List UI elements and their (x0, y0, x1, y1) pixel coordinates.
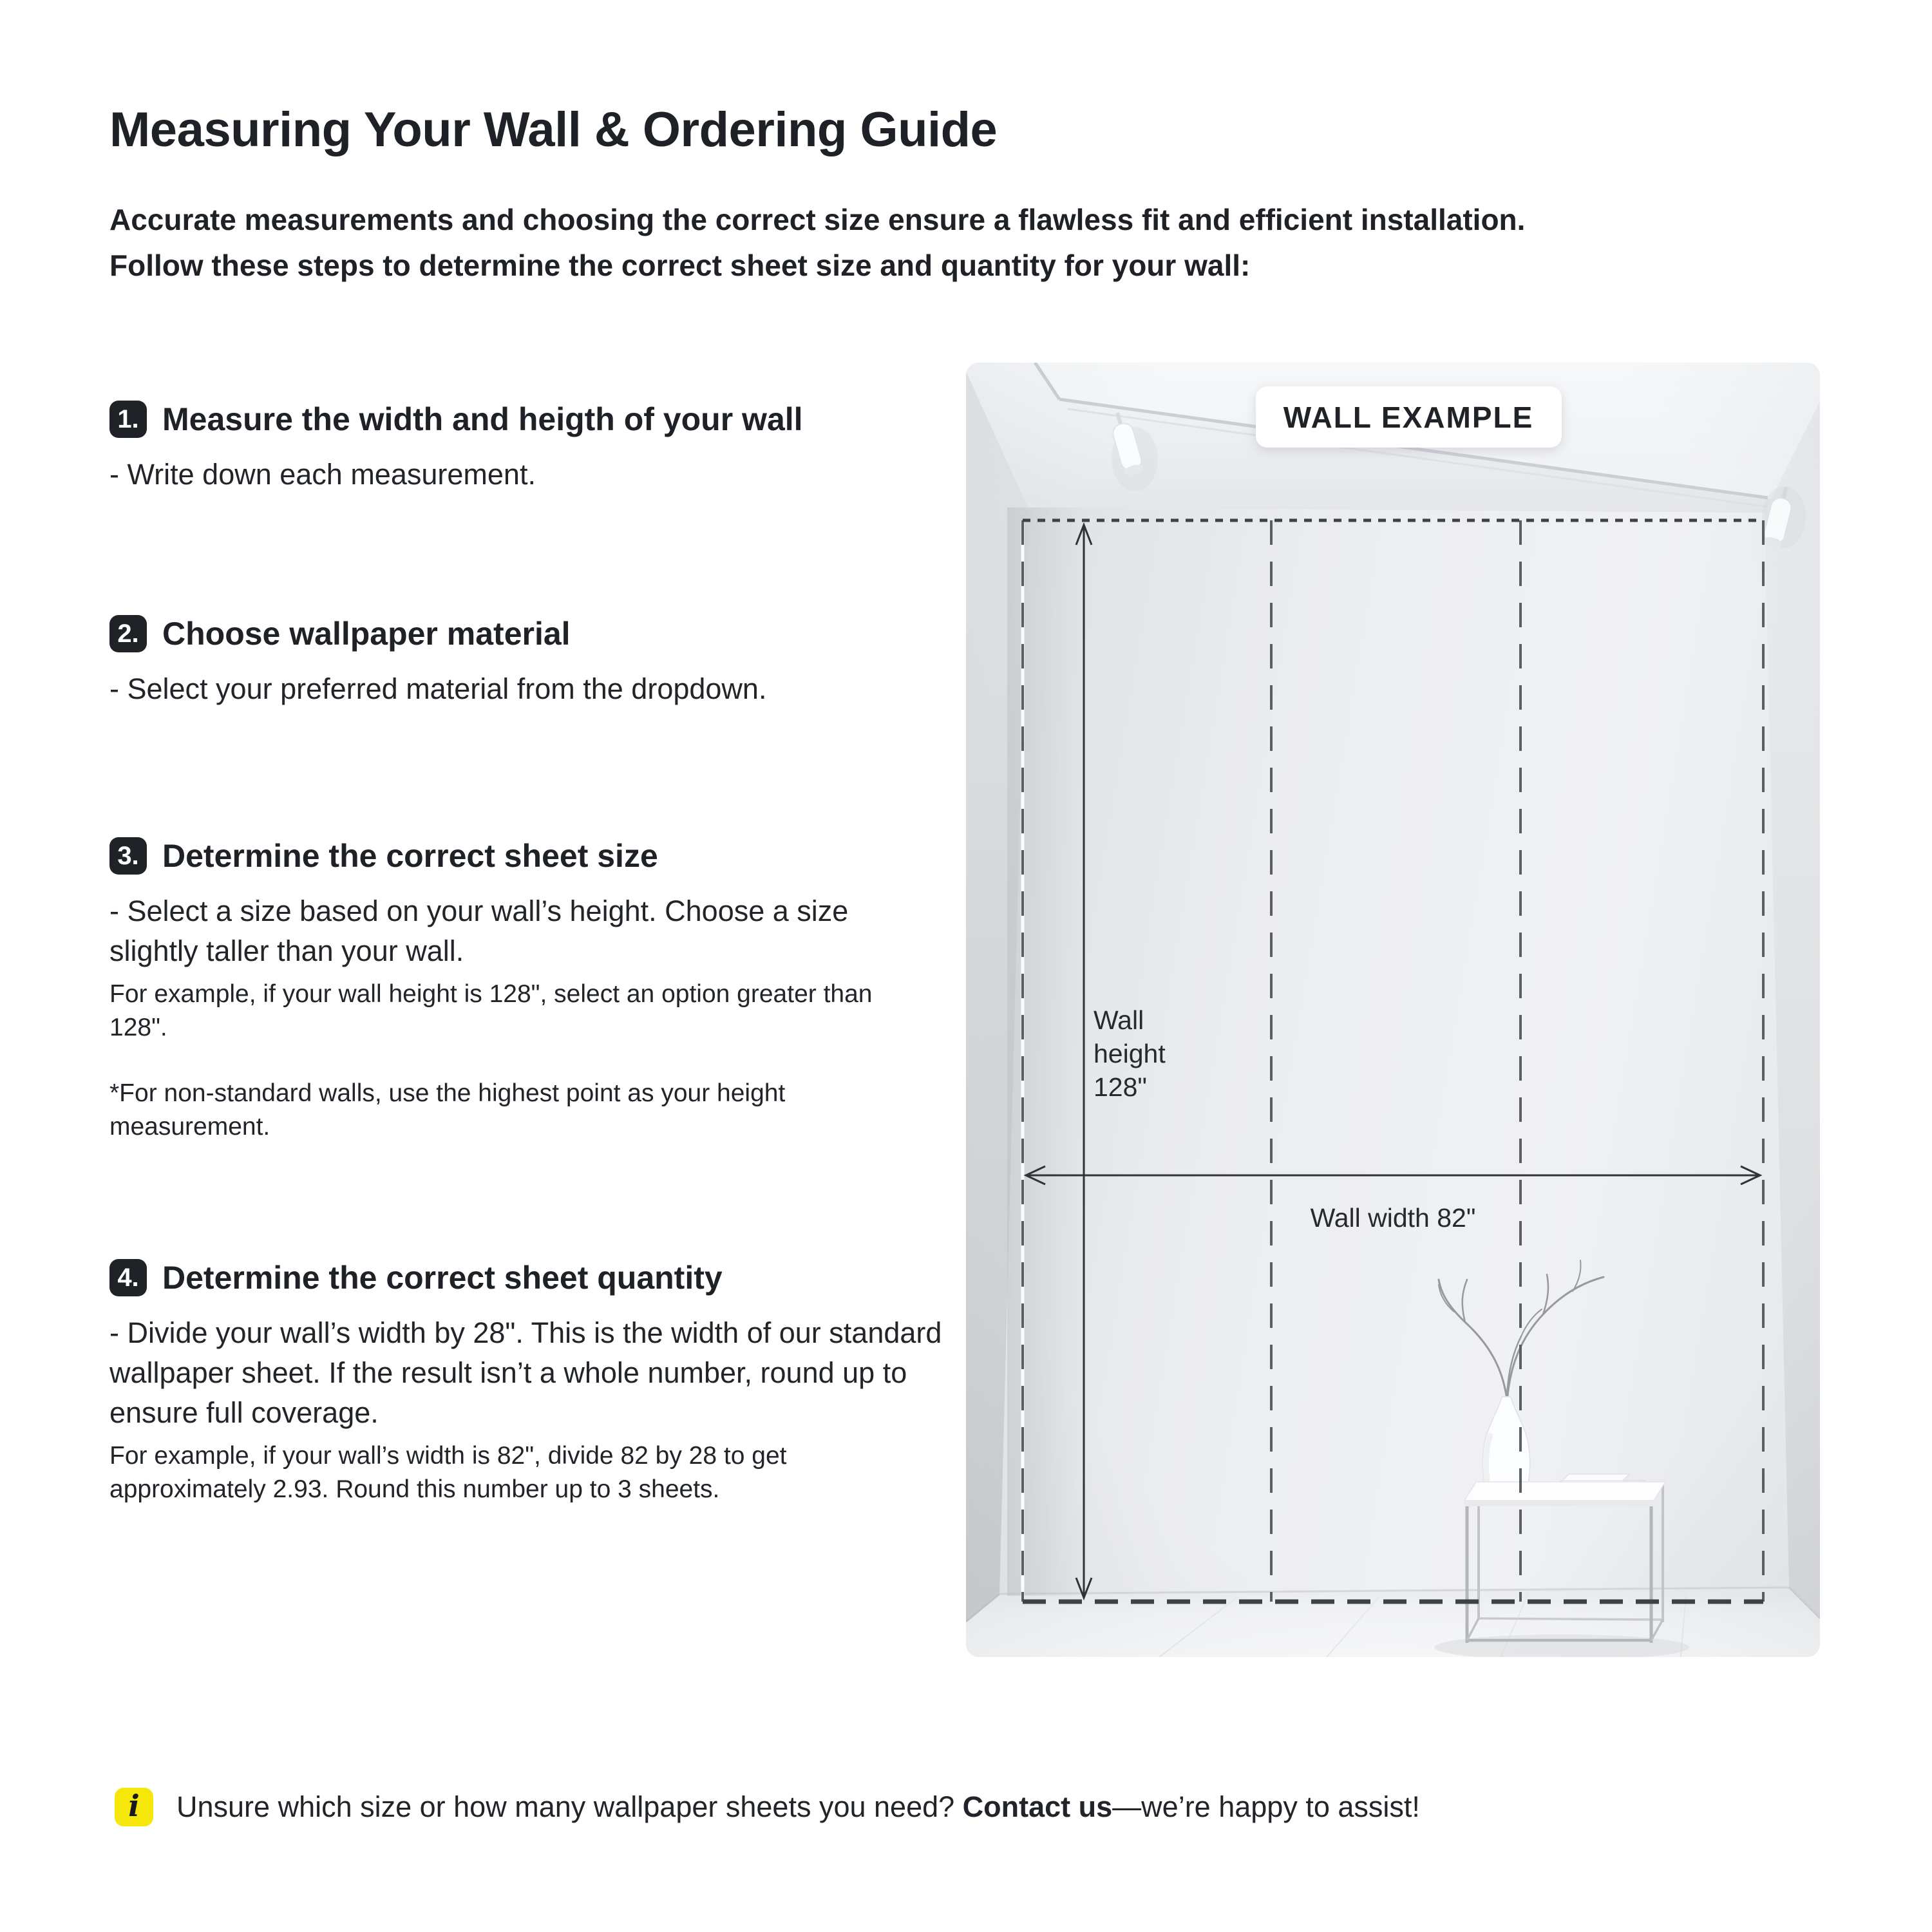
svg-text:height: height (1094, 1039, 1166, 1068)
wall-width-label: Wall width 82" (1310, 1203, 1476, 1233)
wall-example-badge (1256, 386, 1562, 448)
help-note (115, 1788, 1420, 1826)
svg-text:WALL EXAMPLE: WALL EXAMPLE (1283, 401, 1534, 434)
contact-us-link[interactable]: Contact us (962, 1790, 1113, 1823)
step-4-example: For example, if your wall’s width is 82", divide 82 by 28 to get approximately 2.93. Round this number up to 3 sheets. (109, 1442, 787, 1503)
step-1-number-badge: 1. (109, 401, 147, 438)
svg-text:Wall: Wall (1094, 1005, 1144, 1035)
page-title: Measuring Your Wall & Ordering Guide (109, 102, 998, 157)
step-3-body: - Select a size based on your wall’s height. Choose a size slightly taller than your wall. (109, 895, 849, 967)
step-2-number-badge: 2. (109, 615, 147, 652)
info-icon: i (115, 1788, 153, 1826)
intro-line-2: Follow these steps to determine the correct sheet size and quantity for your wall: (109, 249, 1251, 282)
svg-text:128": 128" (1094, 1072, 1147, 1102)
step-sheet-size (109, 837, 908, 1144)
step-3-title: Determine the correct sheet size (162, 838, 658, 874)
step-2-title: Choose wallpaper material (162, 616, 571, 652)
step-sheet-quantity (109, 1259, 960, 1506)
step-1-title: Measure the width and heigth of your wall (162, 401, 803, 437)
step-3-number-badge: 3. (109, 837, 147, 875)
step-1-body: - Write down each measurement. (109, 458, 536, 491)
step-choose-material (109, 615, 766, 709)
help-note-text: Unsure which size or how many wallpaper sheets you need? Contact us—we’re happy to assist! (176, 1790, 1420, 1823)
step-4-body: - Divide your wall’s width by 28". This is the width of our standard wallpaper sheet. If the result isn’t a whole number, round up to ensure full coverage. (109, 1316, 942, 1429)
step-3-example: For example, if your wall height is 128", select an option greater than 128". (109, 980, 873, 1041)
step-4-title: Determine the correct sheet quantity (162, 1260, 723, 1296)
intro-paragraph (109, 197, 1848, 289)
step-2-body: - Select your preferred material from the dropdown. (109, 672, 767, 705)
step-4-number-badge: 4. (109, 1259, 147, 1296)
step-3-note: *For non-standard walls, use the highest point as your height measurement. (109, 1079, 786, 1141)
wall-example-photo (966, 363, 1820, 1657)
intro-line-1: Accurate measurements and choosing the correct size ensure a flawless fit and efficient installation. (109, 203, 1526, 236)
step-measure-wall (109, 401, 803, 495)
